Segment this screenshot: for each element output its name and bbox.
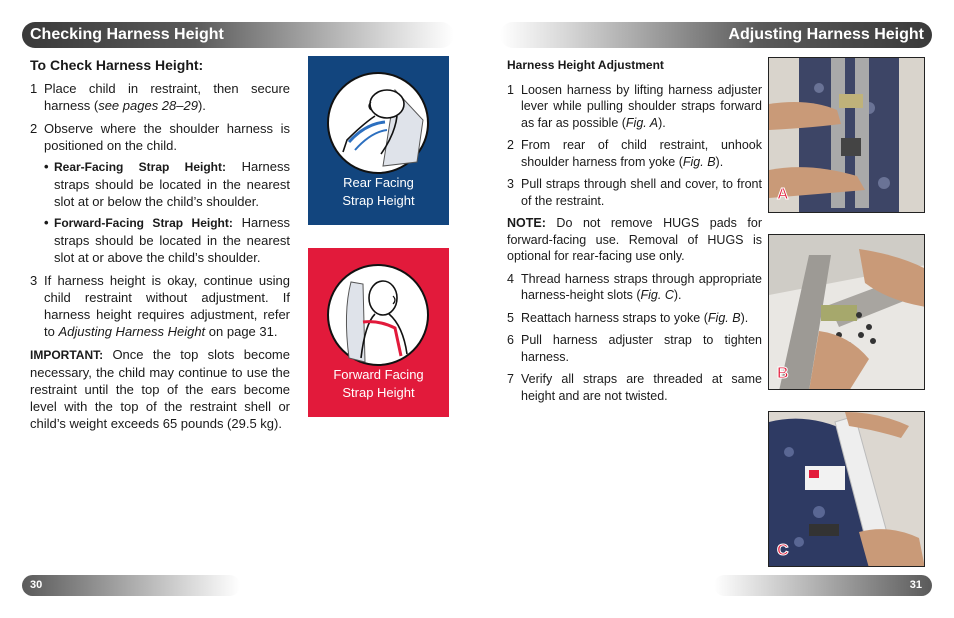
- forward-facing-caption: [308, 366, 449, 402]
- check-step-3: [30, 272, 290, 340]
- check-step-2: [30, 120, 290, 154]
- step-text-end: ).: [740, 310, 749, 325]
- check-step-1: [30, 80, 290, 114]
- left-page-header: Checking Harness Height: [22, 22, 454, 48]
- figure-reference: Fig. B: [682, 154, 716, 169]
- note-label: NOTE:: [507, 216, 546, 230]
- bullet-text: Harness straps should be located in the nearest slot at or above the child’s shoulder.: [54, 215, 290, 265]
- step-text: Pull harness adjuster strap to tighten harness.: [521, 333, 762, 364]
- step-text: Pull straps through shell and cover, to front of the restraint.: [521, 177, 762, 208]
- step-number: 4: [507, 271, 514, 286]
- page-number-left: 30: [22, 575, 240, 596]
- bullet-forward-facing: [44, 214, 290, 266]
- step-number: 3: [30, 273, 38, 288]
- left-text-column: [30, 57, 290, 438]
- step-number: 1: [507, 82, 514, 97]
- figure-b-photo: [768, 234, 925, 390]
- page-number-right: 31: [714, 575, 932, 596]
- step-text: Reattach harness straps to yoke (: [521, 310, 708, 325]
- caption-line-1: Forward Facing: [333, 367, 424, 382]
- adjust-step-2: [507, 137, 762, 170]
- figure-a-photo: [768, 57, 925, 213]
- rear-facing-panel: [308, 56, 449, 225]
- section-reference: Adjusting Harness Height: [58, 324, 206, 339]
- figure-c-label: C: [777, 542, 789, 559]
- bullet-label: Forward-Facing Strap Height:: [54, 216, 233, 230]
- step-number: 7: [507, 372, 514, 386]
- step-text: From rear of child restraint, unhook shoulder harness from yoke (: [521, 138, 762, 169]
- step-text-end: ).: [658, 115, 666, 130]
- step-number: 5: [507, 310, 514, 325]
- note-paragraph: [507, 215, 762, 265]
- step-number: 1: [30, 81, 38, 96]
- forward-facing-panel: [308, 248, 449, 417]
- step-text-end: ).: [715, 154, 724, 169]
- step-number: 2: [30, 121, 38, 136]
- bullet-rear-facing: [44, 158, 290, 210]
- figure-reference: Fig. C: [640, 288, 674, 302]
- rear-facing-child-illustration: [325, 70, 431, 176]
- adjust-step-4: [507, 271, 762, 304]
- step-text: Place child in restraint, then secure harness (: [44, 81, 290, 113]
- bullet-text: Harness straps should be located in the nearest slot at or below the child’s shoulder.: [54, 159, 290, 209]
- left-subtitle: To Check Harness Height:: [30, 57, 204, 73]
- adjust-step-7: [507, 371, 762, 404]
- adjust-step-3: [507, 176, 762, 209]
- caption-line-2: Strap Height: [342, 385, 415, 400]
- step-text: Observe where the shoulder harness is positioned on the child.: [44, 121, 290, 153]
- caption-line-2: Strap Height: [342, 193, 415, 208]
- threading-strap-illustration: [769, 412, 925, 567]
- step-text-end: ).: [673, 288, 682, 302]
- adjust-step-5: [507, 310, 762, 327]
- step-number: 2: [507, 138, 514, 152]
- caption-line-1: Rear Facing: [343, 175, 414, 190]
- page-reference: see pages 28–29: [98, 98, 198, 113]
- step-text-end: ).: [197, 98, 206, 113]
- figure-b-label: B: [777, 365, 789, 382]
- important-label: IMPORTANT:: [30, 348, 104, 362]
- figure-a-label: A: [777, 186, 789, 203]
- bullet-label: Rear-Facing Strap Height:: [54, 160, 226, 174]
- yoke-strap-illustration: [769, 235, 925, 390]
- harness-adjuster-illustration: [769, 58, 925, 213]
- figure-reference: Fig. B: [707, 310, 741, 325]
- figure-reference: Fig. A: [625, 115, 659, 130]
- right-page-header: Adjusting Harness Height: [500, 22, 932, 48]
- adjust-step-6: [507, 332, 762, 365]
- right-subtitle: Harness Height Adjustment: [507, 58, 664, 72]
- step-number: 6: [507, 333, 514, 347]
- forward-facing-child-illustration: [325, 262, 431, 368]
- adjust-step-1: [507, 82, 762, 132]
- right-text-column: [507, 57, 762, 410]
- step-text: If harness height is okay, continue using child restraint without adjustment. If harness height requires adjustment, refer to: [44, 273, 290, 339]
- rear-facing-caption: [308, 174, 449, 210]
- important-text: Once the top slots become necessary, the child may continue to use the restraint until the top of the ears become level with the top of the restraint shell or child’s weight exceeds 65 pounds (29.5 kg).: [30, 347, 290, 431]
- step-text-end: on page 31.: [205, 324, 278, 339]
- important-note: [30, 346, 290, 432]
- step-text: Loosen harness by lifting harness adjuster lever while pulling shoulder straps forward as far as possible (: [521, 82, 762, 130]
- step-number: 3: [507, 177, 514, 191]
- figure-c-photo: [768, 411, 925, 567]
- bullet-dot: •: [44, 215, 49, 230]
- bullet-dot: •: [44, 159, 49, 174]
- step-text: Thread harness straps through appropriate harness-height slots (: [521, 271, 762, 302]
- note-text: Do not remove HUGS pads for forward-facing use. Removal of HUGS is optional for rear-facing use only.: [507, 216, 762, 263]
- step-text: Verify all straps are threaded at same height and are not twisted.: [521, 372, 762, 403]
